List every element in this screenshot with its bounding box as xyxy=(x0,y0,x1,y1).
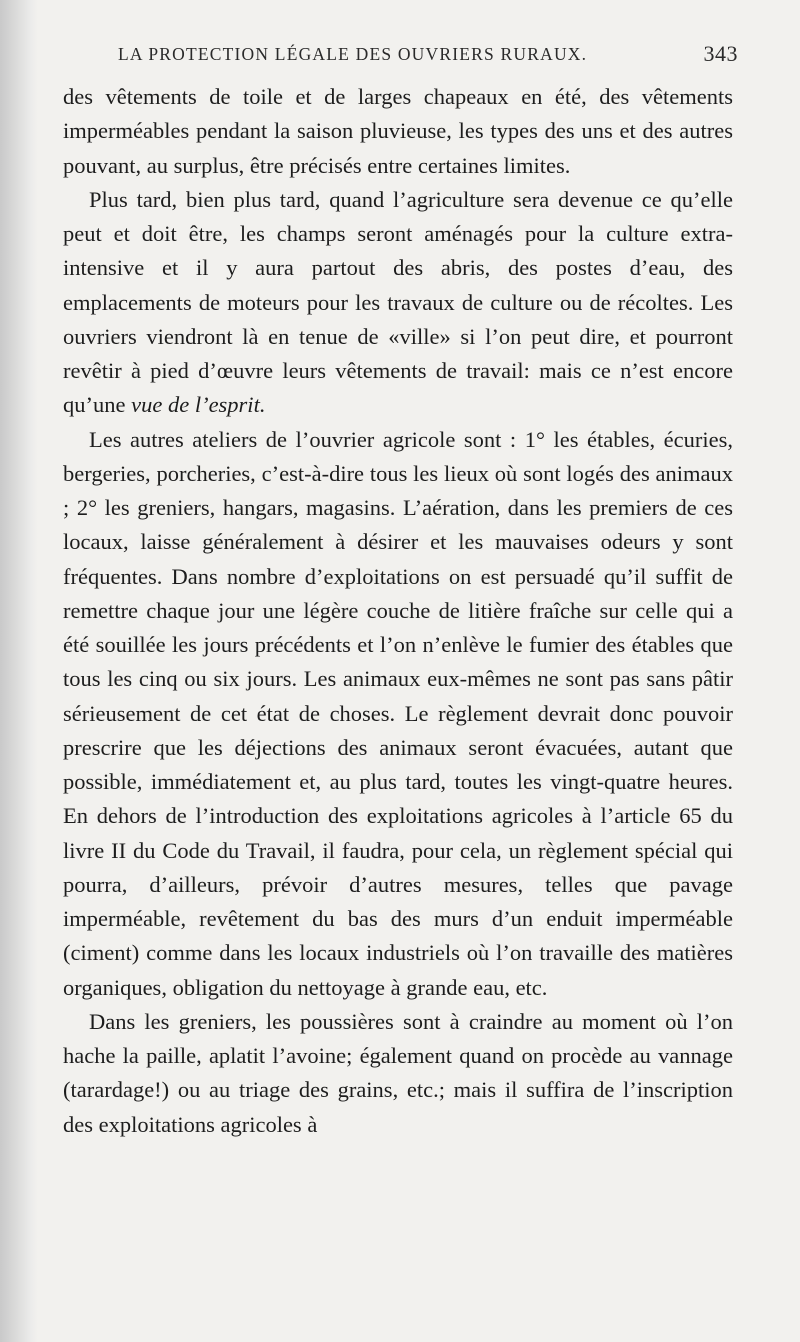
body-text xyxy=(63,80,733,1142)
paragraph-3: Les autres ateliers de l’ouvrier agricole sont : 1° les étables, écuries, bergeries, porcheries, c’est-à-dire tous les lieux où sont logés des animaux ; 2° les greniers, hangars, magasins. L’aération, dans les premiers de ces locaux, laisse généralement à désirer et les mauvaises odeurs y sont fréquentes. Dans nombre d’exploitations on est persuadé qu’il suffit de remettre chaque jour une légère couche de litière fraîche sur celle qui a été souillée les jours précédents et l’on n’enlève le fumier des étables que tous les cinq ou six jours. Les animaux eux-mêmes ne sont pas sans pâtir sérieusement de cet état de choses. Le règlement devrait donc pouvoir prescrire que les déjections des animaux seront évacuées, autant que possible, immédiatement et, au plus tard, toutes les vingt-quatre heures. En dehors de l’introduction des exploitations agricoles à l’article 65 du livre II du Code du Travail, il faudra, pour cela, un règlement spécial qui pourra, d’ailleurs, prévoir d’autres mesures, telles que pavage imperméable, revêtement du bas des murs d’un enduit imperméable (ciment) comme dans les locaux industriels où l’on travaille des matières organiques, obligation du nettoyage à grande eau, etc. xyxy=(63,426,733,1000)
running-header xyxy=(118,41,738,74)
paragraph-2-italic: vue de l’esprit. xyxy=(131,392,266,418)
page-number: 343 xyxy=(703,41,738,66)
paragraph-4: Dans les greniers, les poussières sont à craindre au moment où l’on hache la paille, aplatit l’avoine; également quand on procède au vannage (tarardage!) ou au triage des grains, etc.; mais il suffira de l’inscription des exploitations agricoles à xyxy=(63,1008,733,1137)
running-title: LA PROTECTION LÉGALE DES OUVRIERS RURAUX. xyxy=(118,44,588,64)
paragraph-2 xyxy=(63,183,733,423)
paragraph-1: des vêtements de toile et de larges chapeaux en été, des vêtements imperméables pendant la saison pluvieuse, les types des uns et des autres pouvant, au surplus, être précisés entre certaines limites. xyxy=(63,84,733,178)
paragraph-2-text: Plus tard, bien plus tard, quand l’agriculture sera devenue ce qu’elle peut et doit être, les champs seront aménagés pour la culture extra-intensive et il y aura partout des abris, des postes d’eau, des emplacements de moteurs pour les travaux de culture ou de récoltes. Les ouvriers viendront là en tenue de «ville» si l’on peut dire, et pourront revêtir à pied d’œuvre leurs vêtements de travail: mais ce n’est encore qu’une xyxy=(63,186,733,418)
page-gutter-shadow xyxy=(0,0,38,1342)
